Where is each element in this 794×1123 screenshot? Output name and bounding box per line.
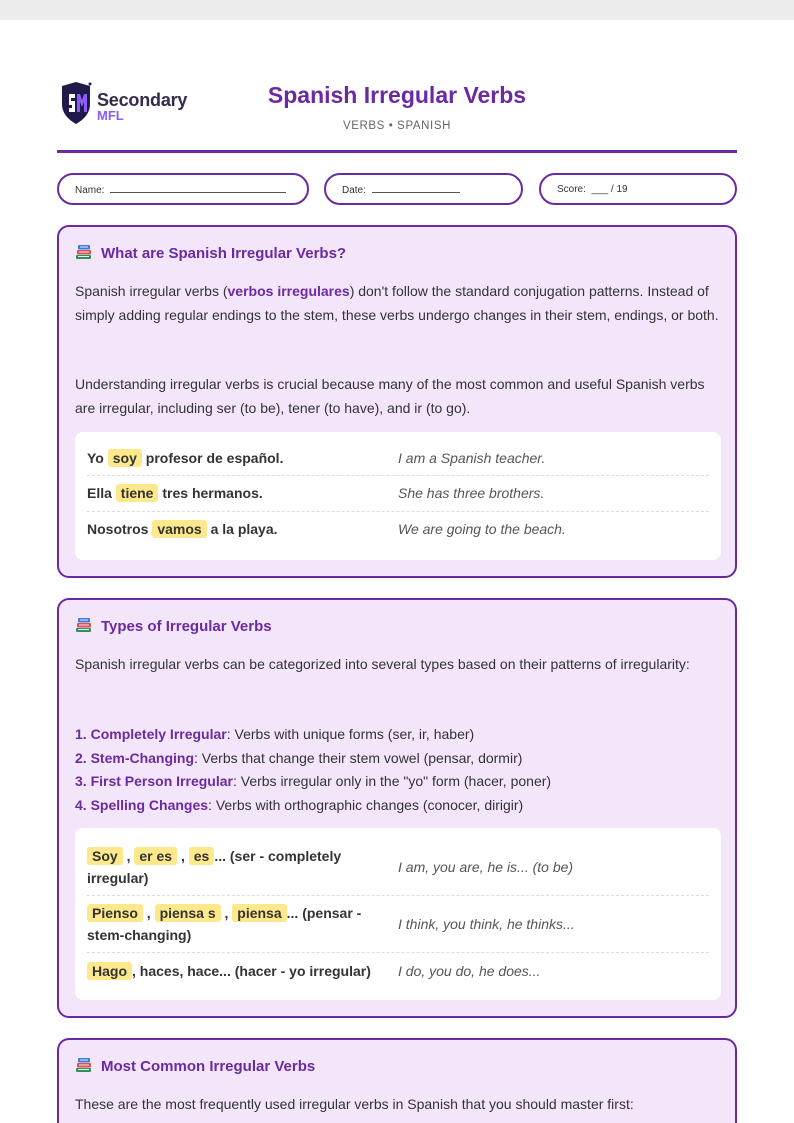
types-intro: Spanish irregular verbs can be categorized into several types based on their patterns of irregularity: bbox=[75, 656, 690, 672]
example-spanish bbox=[87, 447, 397, 469]
example-english: I am a Spanish teacher. bbox=[398, 450, 546, 466]
example-row bbox=[87, 896, 709, 953]
section-types-of-irregular-verbs bbox=[57, 598, 737, 1018]
item-name: Spelling Changes bbox=[90, 796, 209, 813]
item-number: 1. bbox=[75, 726, 91, 742]
example-text: profesor de español. bbox=[141, 450, 284, 466]
name-blank-line[interactable] bbox=[110, 184, 286, 193]
list-item bbox=[75, 794, 723, 818]
example-spanish bbox=[87, 845, 397, 889]
example-english: I do, you do, he does... bbox=[398, 963, 541, 979]
item-name: Completely Irregular bbox=[90, 726, 227, 742]
highlighted-verb: Hago bbox=[87, 962, 132, 980]
example-english: We are going to the beach. bbox=[398, 521, 566, 537]
item-number: 2. bbox=[75, 749, 91, 766]
highlighted-verb: Pienso bbox=[87, 904, 143, 922]
item-number: 4. bbox=[75, 796, 91, 813]
section-what-are-irregular-verbs bbox=[57, 225, 737, 578]
list-item bbox=[75, 770, 723, 794]
example-text: tres hermanos. bbox=[158, 485, 263, 501]
example-text: ... (pensar - stem-changing) bbox=[87, 905, 362, 943]
section-title bbox=[75, 244, 346, 262]
example-text: Ella bbox=[87, 485, 116, 501]
example-text: Yo bbox=[87, 450, 108, 466]
intro-paragraph bbox=[75, 280, 723, 327]
item-name: First Person Irregular bbox=[90, 773, 233, 789]
importance-paragraph: Understanding irregular verbs is crucial because many of the most common and useful Spanish verbs are irregular, including ser (to be), tener (to have), and ir (to go). bbox=[75, 376, 705, 416]
books-icon bbox=[75, 1057, 93, 1073]
name-field[interactable] bbox=[57, 173, 309, 205]
highlighted-verb: es bbox=[189, 847, 215, 865]
common-verbs-intro: These are the most frequently used irregular verbs in Spanish that you should master first: bbox=[75, 1096, 634, 1112]
separator: , bbox=[177, 848, 189, 864]
worksheet-header bbox=[57, 78, 737, 153]
separator: , bbox=[142, 905, 155, 921]
section-title bbox=[75, 1057, 315, 1075]
example-text: , haces, hace... (hacer - yo irregular) bbox=[132, 963, 371, 979]
example-row bbox=[87, 440, 709, 476]
item-name: Stem-Changing bbox=[90, 749, 195, 766]
section-title-text: Most Common Irregular Verbs bbox=[101, 1058, 316, 1075]
example-text: ... (ser - completely irregular) bbox=[87, 848, 342, 886]
example-english: She has three brothers. bbox=[398, 485, 545, 501]
score-label: Score: bbox=[557, 184, 586, 195]
example-text: Nosotros bbox=[87, 521, 153, 537]
examples-box bbox=[75, 432, 721, 560]
section-title-text: Types of Irregular Verbs bbox=[101, 618, 272, 635]
books-icon bbox=[75, 244, 93, 260]
logo-text-secondary: Secondary bbox=[97, 90, 188, 110]
example-spanish bbox=[87, 902, 397, 946]
item-desc: : Verbs that change their stem vowel (pensar, dormir) bbox=[194, 749, 523, 766]
examples-box bbox=[75, 828, 721, 1000]
separator: , bbox=[220, 905, 233, 921]
list-item bbox=[75, 723, 723, 747]
item-desc: : Verbs irregular only in the "yo" form (hacer, poner) bbox=[232, 773, 552, 789]
example-spanish bbox=[87, 960, 397, 982]
example-row bbox=[87, 476, 709, 512]
logo-text-mfl: MFL bbox=[97, 108, 124, 123]
types-list bbox=[75, 723, 723, 817]
example-row bbox=[87, 953, 709, 989]
example-row bbox=[87, 840, 709, 896]
date-field[interactable] bbox=[324, 173, 523, 205]
highlighted-verb: vamos bbox=[152, 520, 206, 538]
example-spanish bbox=[87, 482, 397, 504]
section-title bbox=[75, 617, 272, 635]
highlighted-verb: er es bbox=[134, 847, 177, 865]
example-english: I am, you are, he is... (to be) bbox=[398, 859, 574, 875]
score-value: ___ / 19 bbox=[591, 184, 628, 195]
intro-text-end: ) don't follow the standard conjugation patterns. Instead of simply adding regular endings to the stem, these verbs undergo changes in their stem, endings, or both. bbox=[75, 283, 719, 323]
intro-text-start: Spanish irregular verbs ( bbox=[75, 283, 228, 299]
highlighted-verb: piensa s bbox=[155, 904, 221, 922]
separator: , bbox=[122, 848, 135, 864]
intro-bold-term: verbos irregulares bbox=[227, 283, 350, 299]
page-title: Spanish Irregular Verbs bbox=[267, 82, 527, 108]
highlighted-verb: piensa bbox=[232, 904, 286, 922]
highlighted-verb: tiene bbox=[116, 484, 159, 502]
item-desc: : Verbs with orthographic changes (conocer, dirigir) bbox=[208, 796, 524, 813]
list-item bbox=[75, 747, 723, 771]
item-desc: : Verbs with unique forms (ser, ir, haber) bbox=[226, 726, 475, 742]
section-most-common-irregular-verbs bbox=[57, 1038, 737, 1123]
highlighted-verb: Soy bbox=[87, 847, 123, 865]
example-row bbox=[87, 512, 709, 548]
page-subtitle: VERBS • SPANISH bbox=[342, 120, 452, 132]
date-blank-line[interactable] bbox=[372, 184, 460, 193]
highlighted-verb: soy bbox=[108, 449, 142, 467]
name-label: Name: bbox=[75, 185, 105, 196]
books-icon bbox=[75, 617, 93, 633]
item-number: 3. bbox=[75, 773, 91, 789]
browser-top-strip bbox=[0, 0, 794, 20]
section-title-text: What are Spanish Irregular Verbs? bbox=[101, 245, 347, 262]
example-english: I think, you think, he thinks... bbox=[398, 916, 575, 932]
date-label: Date: bbox=[342, 185, 366, 196]
score-field[interactable] bbox=[539, 173, 737, 205]
example-spanish bbox=[87, 518, 397, 540]
example-text: a la playa. bbox=[206, 521, 278, 537]
